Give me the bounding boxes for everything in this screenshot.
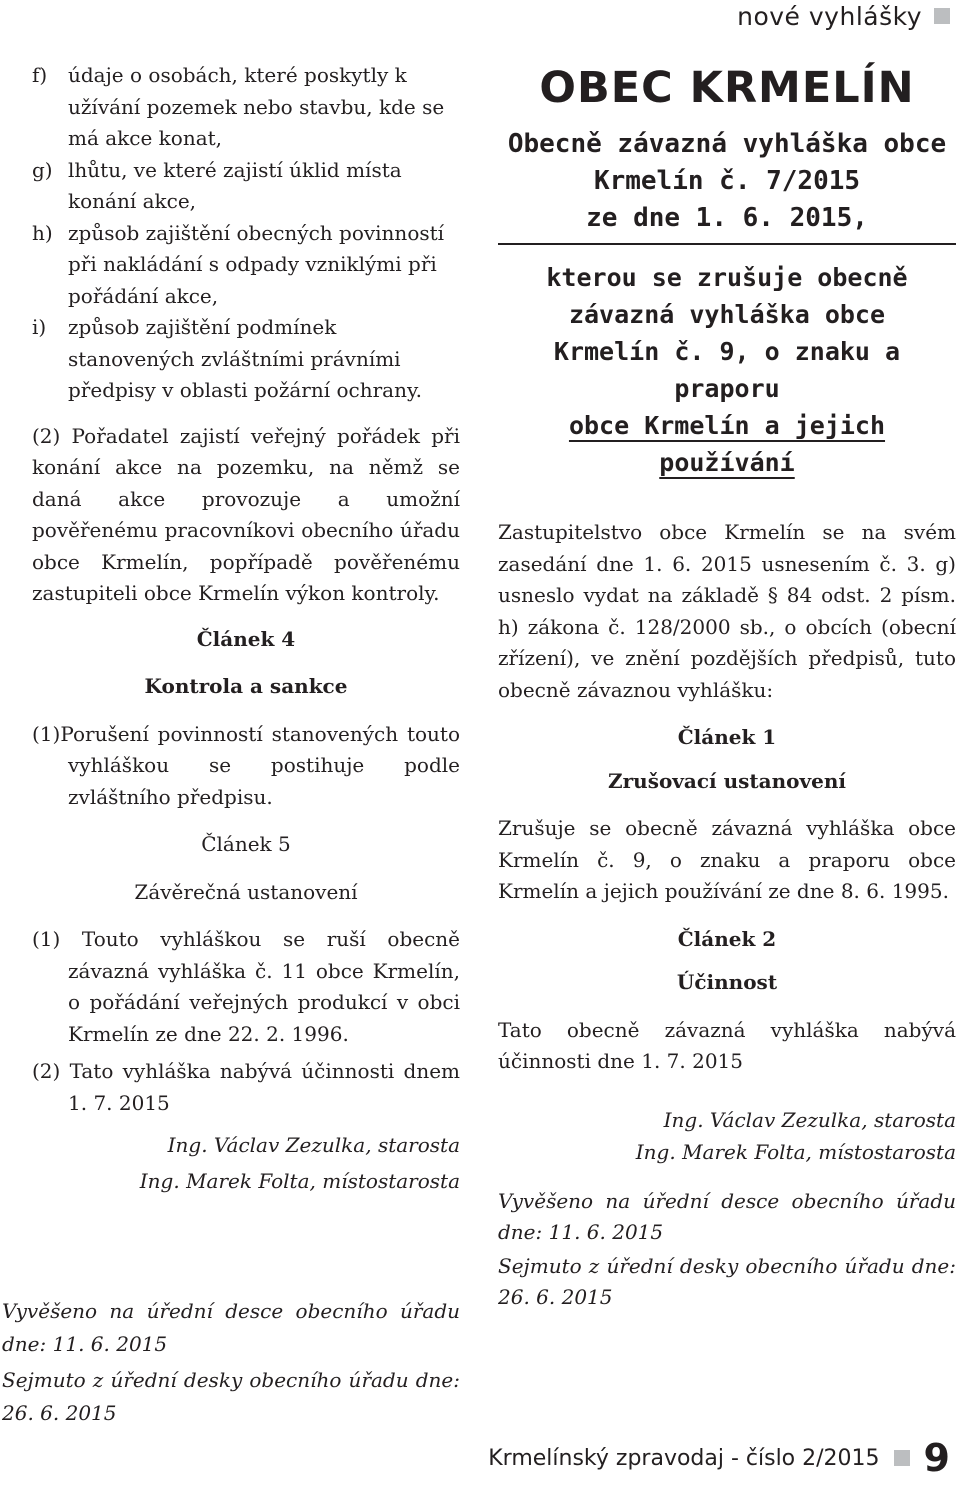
municipality-title: OBEC KRMELÍN bbox=[539, 63, 915, 113]
signature-block bbox=[32, 1127, 460, 1199]
posted-date: Vyvěšeno na úřední desce obecního úřadu dne: 11. 6. 2015 bbox=[498, 1188, 956, 1244]
posting-info-right bbox=[498, 1186, 956, 1314]
list-item-text: způsob zajištění podmínek stanovených zvláštními právními předpisy v oblasti požární ochrany. bbox=[68, 315, 422, 402]
article-4-subheading: Kontrola a sankce bbox=[144, 674, 348, 698]
intro-paragraph: Zastupitelstvo obce Krmelín se na svém zasedání dne 1. 6. 2015 usnesením č. 3. g) usneslo vydat na základě § 84 odst. 2 písm. h) zákona č. 128/2000 sb., o obcích (obecní zřízení), ve znění pozdějších předpisů, tuto obecně závaznou vyhlášku: bbox=[498, 520, 956, 702]
article-4-heading: Článek 4 bbox=[196, 626, 296, 651]
decree-subject bbox=[498, 259, 956, 481]
list-item bbox=[32, 312, 460, 407]
article-1-subheading: Zrušovací ustanovení bbox=[608, 768, 846, 793]
removed-date: Sejmuto z úřední desky obecního úřadu dne: 26. 6. 2015 bbox=[2, 1368, 460, 1425]
decree-title-line: ze dne 1. 6. 2015, bbox=[586, 203, 868, 233]
list-item bbox=[32, 155, 460, 218]
posting-info-left bbox=[2, 1295, 460, 1433]
decree-subject-line: kterou se zrušuje obecně bbox=[546, 263, 908, 292]
signature-deputy: Ing. Marek Folta, místostarosta bbox=[635, 1139, 956, 1164]
page-number: 9 bbox=[923, 1436, 950, 1480]
page-header bbox=[737, 0, 950, 32]
list-item-label: g) bbox=[32, 157, 53, 182]
list-item bbox=[32, 60, 460, 155]
decree-body bbox=[498, 517, 956, 1078]
article-2-text: Tato obecně závazná vyhláška nabývá účinnosti dne 1. 7. 2015 bbox=[498, 1017, 956, 1073]
list-item-text: způsob zajištění obecných povinností při nakládání s odpady vzniklými při pořádání akce, bbox=[68, 220, 445, 308]
list-item bbox=[32, 218, 460, 313]
posted-date: Vyvěšeno na úřední desce obecního úřadu dne: 11. 6. 2015 bbox=[2, 1299, 460, 1356]
list-item-text: lhůtu, ve které zajistí úklid místa konání akce, bbox=[68, 157, 402, 213]
square-marker-icon bbox=[894, 1450, 910, 1466]
article-5-subheading: Závěrečná ustanovení bbox=[134, 879, 358, 904]
square-marker-icon bbox=[934, 8, 950, 24]
decree-title bbox=[498, 126, 956, 237]
article-5-paragraph-2: (2) Tato vyhláška nabývá účinnosti dnem 1. 7. 2015 bbox=[32, 1059, 460, 1115]
left-column bbox=[32, 60, 460, 1199]
article-1-text: Zrušuje se obecně závazná vyhláška obce Krmelín č. 9, o znaku a praporu obce Krmelín a jejich používání ze dne 8. 6. 1995. bbox=[498, 816, 956, 903]
page-footer bbox=[488, 1436, 950, 1480]
section-title: nové vyhlášky bbox=[737, 1, 922, 31]
article-1-heading: Článek 1 bbox=[677, 725, 777, 749]
publication-name: Krmelínský zpravodaj - číslo 2/2015 bbox=[488, 1445, 880, 1471]
removed-date: Sejmuto z úřední desky obecního úřadu dne: 26. 6. 2015 bbox=[498, 1253, 956, 1309]
article-2-subheading: Účinnost bbox=[676, 970, 778, 994]
list-item-label: f) bbox=[32, 63, 48, 87]
right-column bbox=[498, 60, 956, 1316]
article-4-paragraph: (1)Porušení povinností stanovených touto vyhláškou se postihuje podle zvláštního předpisu. bbox=[32, 721, 460, 809]
decree-title-line: Obecně závazná vyhláška obce bbox=[507, 129, 947, 159]
article-5-paragraph-1: (1) Touto vyhláškou se ruší obecně závazná vyhláška č. 11 obce Krmelín, o pořádání veřejných produkcí v obci Krmelín ze dne 22. 2. 1996. bbox=[32, 927, 460, 1046]
decree-title-line: Krmelín č. 7/2015 bbox=[593, 166, 861, 196]
article-5-heading: Článek 5 bbox=[201, 832, 291, 856]
signature-block-right bbox=[498, 1104, 956, 1168]
divider bbox=[498, 243, 956, 245]
paragraph-2: (2) Pořadatel zajistí veřejný pořádek při konání akce na pozemku, na němž se daná akce provozuje a umožní pověřenému pracovníkovi obecního úřadu obce Krmelín, popřípadě pověřenému zastupiteli obce Krmelín výkon kontroly. bbox=[32, 423, 460, 605]
list-item-text: údaje o osobách, které poskytly k užívání pozemek nebo stavbu, kde se má akce konat, bbox=[68, 63, 445, 150]
list-item-label: h) bbox=[32, 220, 53, 245]
list-item-label: i) bbox=[32, 315, 47, 339]
article-2-heading: Článek 2 bbox=[677, 926, 777, 951]
decree-subject-line: obce Krmelín a jejich používání bbox=[568, 411, 886, 477]
signature-mayor: Ing. Václav Zezulka, starosta bbox=[663, 1107, 956, 1132]
decree-subject-line: závazná vyhláška obce bbox=[568, 300, 886, 329]
signature-mayor: Ing. Václav Zezulka, starosta bbox=[167, 1133, 460, 1157]
decree-subject-line: Krmelín č. 9, o znaku a praporu bbox=[553, 337, 901, 403]
signature-deputy: Ing. Marek Folta, místostarosta bbox=[139, 1169, 460, 1193]
